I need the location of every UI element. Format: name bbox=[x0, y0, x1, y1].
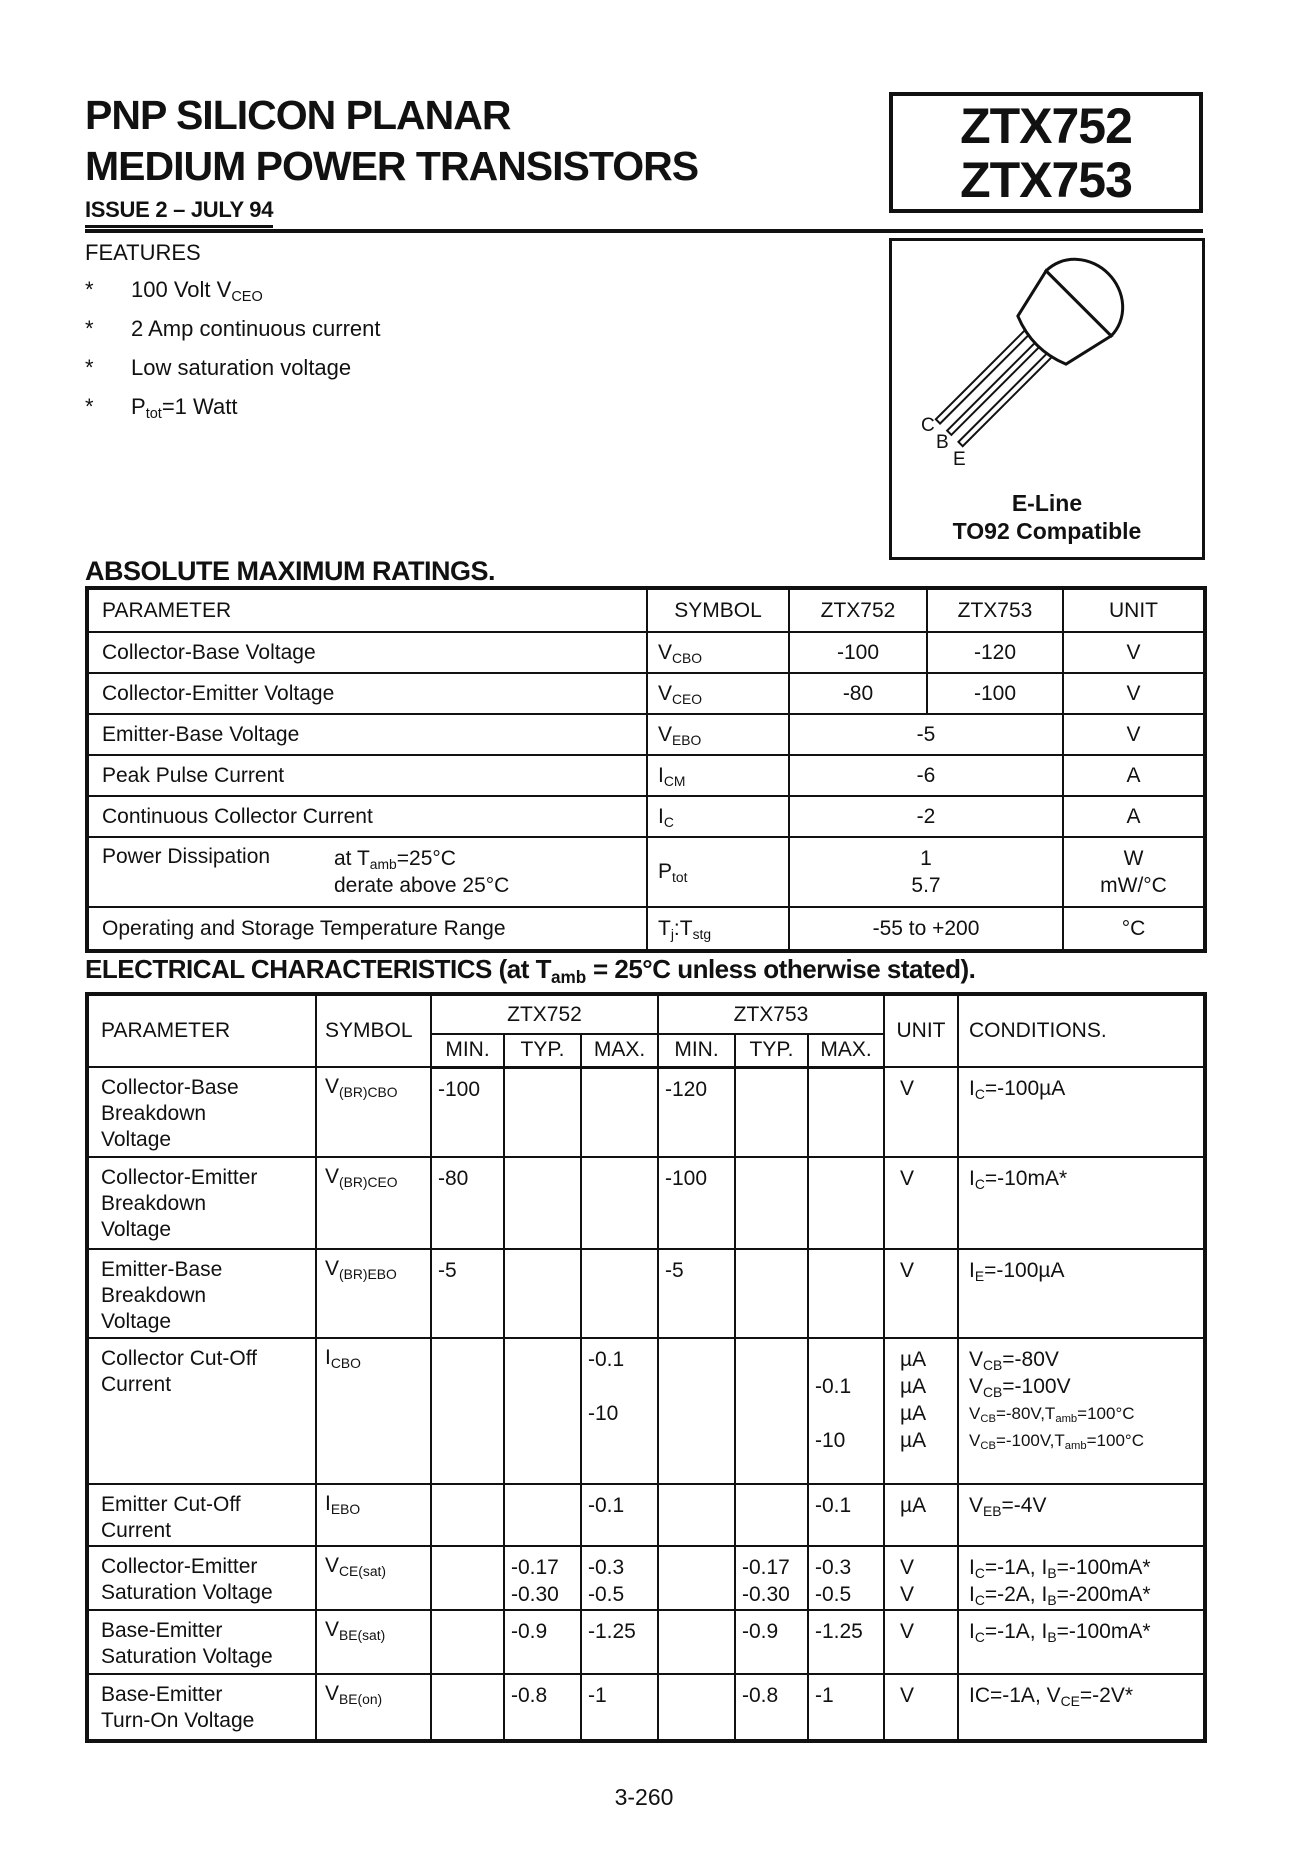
parameter-cell: Continuous Collector Current bbox=[87, 796, 647, 837]
value-cell-max753: -1 bbox=[808, 1674, 884, 1741]
elec-char-heading: ELECTRICAL CHARACTERISTICS (at $T_{amb} = 25^\circ C$ unless otherwise stated). bbox=[85, 954, 976, 987]
symbol-cell: $V_{BE(on)}$ bbox=[316, 1674, 431, 1741]
value-cell-typ753 bbox=[735, 1338, 808, 1484]
value-cell-min752 bbox=[431, 1674, 504, 1741]
unit-cell: V V bbox=[884, 1546, 958, 1610]
parameter-cell: Power Dissipation at $T_{amb}=25^\circ C$ derate above 25°C bbox=[87, 837, 647, 907]
value-cell-typ753 bbox=[735, 1249, 808, 1338]
table-row bbox=[87, 837, 1205, 907]
pin-label-base: B bbox=[936, 432, 949, 453]
table-row bbox=[87, 1338, 1205, 1484]
feature-item bbox=[85, 277, 725, 316]
value-cell-min753 bbox=[658, 1546, 735, 1610]
value-cell-max753: -0.1 bbox=[808, 1484, 884, 1546]
value-cell-max752 bbox=[581, 1067, 658, 1157]
value-cell: -6 bbox=[789, 755, 1063, 796]
package-caption-line2: TO92 Compatible bbox=[952, 518, 1142, 544]
value-cell-typ752 bbox=[504, 1484, 581, 1546]
value-cell-min753: -120 bbox=[658, 1067, 735, 1157]
value-cell-min752 bbox=[431, 1610, 504, 1674]
abs-max-table bbox=[85, 586, 1207, 953]
parameter-cell: Collector-Emitter Voltage bbox=[87, 673, 647, 714]
page-title-line1: PNP SILICON PLANAR bbox=[85, 92, 511, 138]
value-cell: -5 bbox=[789, 714, 1063, 755]
value-cell-ztx753: -100 bbox=[927, 673, 1063, 714]
symbol-cell: $I_C$ bbox=[647, 796, 789, 837]
conditions-cell: $I_C=-1A$, $I_B=-100mA*$ bbox=[958, 1610, 1205, 1674]
symbol-cell: $V_{EBO}$ bbox=[647, 714, 789, 755]
feature-text: Low saturation voltage bbox=[131, 355, 352, 380]
parameter-cell: Emitter-Base Voltage bbox=[87, 714, 647, 755]
table-row bbox=[87, 1157, 1205, 1249]
value-cell-max753 bbox=[808, 1067, 884, 1157]
column-header: UNIT bbox=[884, 994, 958, 1067]
unit-cell: °C bbox=[1063, 907, 1205, 951]
table-row bbox=[87, 1067, 1205, 1157]
value-cell: 1 5.7 bbox=[789, 837, 1063, 907]
symbol-cell: $I_{EBO}$ bbox=[316, 1484, 431, 1546]
value-cell-min753 bbox=[658, 1674, 735, 1741]
value-cell-typ752 bbox=[504, 1067, 581, 1157]
feature-item bbox=[85, 394, 725, 433]
pin-label-emitter: E bbox=[953, 449, 966, 470]
value-cell-max752: -0.3 -0.5 bbox=[581, 1546, 658, 1610]
value-cell-typ752 bbox=[504, 1157, 581, 1249]
parameter-cell: Emitter-Base Breakdown Voltage bbox=[87, 1249, 316, 1338]
unit-cell: V bbox=[884, 1157, 958, 1249]
table-row bbox=[87, 673, 1205, 714]
value-cell: -55 to +200 bbox=[789, 907, 1063, 951]
unit-cell: V bbox=[1063, 673, 1205, 714]
table-row bbox=[87, 755, 1205, 796]
table-row bbox=[87, 632, 1205, 673]
feature-bullet: * bbox=[85, 394, 94, 419]
pin-label-collector: C bbox=[921, 415, 935, 436]
value-cell-ztx752: -80 bbox=[789, 673, 927, 714]
value-cell-max753: -0.3 -0.5 bbox=[808, 1546, 884, 1610]
symbol-cell: $I_{CM}$ bbox=[647, 755, 789, 796]
table-row bbox=[87, 796, 1205, 837]
symbol-cell: $V_{CBO}$ bbox=[647, 632, 789, 673]
parameter-cell: Collector Cut-Off Current bbox=[87, 1338, 316, 1484]
part-number-box bbox=[889, 92, 1203, 213]
feature-item bbox=[85, 316, 725, 355]
value-cell-min752: -100 bbox=[431, 1067, 504, 1157]
package-box bbox=[889, 238, 1205, 560]
symbol-cell: $V_{BE(sat)}$ bbox=[316, 1610, 431, 1674]
value-cell-typ752: -0.17 -0.30 bbox=[504, 1546, 581, 1610]
abs-max-header-row bbox=[87, 588, 1205, 632]
feature-bullet: * bbox=[85, 316, 94, 341]
features-heading: FEATURES bbox=[85, 240, 201, 265]
column-header: PARAMETER bbox=[87, 588, 647, 632]
elec-char-table bbox=[85, 992, 1207, 1743]
table-row bbox=[87, 1674, 1205, 1741]
table-row bbox=[87, 1546, 1205, 1610]
value-cell-min753 bbox=[658, 1610, 735, 1674]
table-row bbox=[87, 1610, 1205, 1674]
table-row bbox=[87, 1484, 1205, 1546]
value-cell-typ752 bbox=[504, 1338, 581, 1484]
symbol-cell: $V_{(BR)CBO}$ bbox=[316, 1067, 431, 1157]
value-cell-max752 bbox=[581, 1157, 658, 1249]
value-cell-typ753 bbox=[735, 1484, 808, 1546]
part-number-2: ZTX753 bbox=[960, 151, 1132, 208]
table-row bbox=[87, 1249, 1205, 1338]
value-cell-typ753: -0.17 -0.30 bbox=[735, 1546, 808, 1610]
symbol-cell: $T_j:T_{stg}$ bbox=[647, 907, 789, 951]
value-cell-typ753 bbox=[735, 1157, 808, 1249]
value-cell-min752 bbox=[431, 1546, 504, 1610]
feature-text: 2 Amp continuous current bbox=[131, 316, 381, 341]
conditions-cell: $V_{EB}=-4V$ bbox=[958, 1484, 1205, 1546]
value-cell-min752: -80 bbox=[431, 1157, 504, 1249]
package-caption-line1: E-Line bbox=[1011, 490, 1083, 516]
symbol-cell: $I_{CBO}$ bbox=[316, 1338, 431, 1484]
part-number-1: ZTX752 bbox=[960, 97, 1132, 154]
value-cell-min752 bbox=[431, 1338, 504, 1484]
value-cell-typ753: -0.8 bbox=[735, 1674, 808, 1741]
symbol-cell: $V_{CE(sat)}$ bbox=[316, 1546, 431, 1610]
feature-text: 100 Volt $V_{CEO}$ bbox=[131, 277, 263, 306]
value-cell-max752: -1.25 bbox=[581, 1610, 658, 1674]
unit-cell: V bbox=[884, 1610, 958, 1674]
parameter-cell: Collector-Emitter Saturation Voltage bbox=[87, 1546, 316, 1610]
value-cell-max752 bbox=[581, 1249, 658, 1338]
elec-header-row-groups bbox=[87, 994, 1205, 1034]
conditions-cell: $I_C=-100\mu A$ bbox=[958, 1067, 1205, 1157]
conditions-cell: $I_C=-10mA*$ bbox=[958, 1157, 1205, 1249]
value-cell-max752: -0.1 -10 bbox=[581, 1338, 658, 1484]
conditions-cell: IC=-1A, $V_{CE}=-2V*$ bbox=[958, 1674, 1205, 1741]
feature-text: $P_{tot}=1$ Watt bbox=[131, 394, 238, 423]
value-cell-max753 bbox=[808, 1249, 884, 1338]
parameter-cell: Base-Emitter Saturation Voltage bbox=[87, 1610, 316, 1674]
unit-cell: V bbox=[884, 1067, 958, 1157]
value-cell-min753: -5 bbox=[658, 1249, 735, 1338]
value-cell-max752: -1 bbox=[581, 1674, 658, 1741]
footer-page-number: 3-260 bbox=[614, 1784, 674, 1810]
value-cell-max753: -1.25 bbox=[808, 1610, 884, 1674]
page-title-line2: MEDIUM POWER TRANSISTORS bbox=[85, 143, 699, 189]
value-cell-max753: -0.1 -10 bbox=[808, 1338, 884, 1484]
symbol-cell: $V_{(BR)EBO}$ bbox=[316, 1249, 431, 1338]
column-header: TYP. bbox=[504, 1034, 581, 1067]
feature-item bbox=[85, 355, 725, 394]
column-header: MAX. bbox=[581, 1034, 658, 1067]
column-header: MIN. bbox=[658, 1034, 735, 1067]
column-header: CONDITIONS. bbox=[958, 994, 1205, 1067]
value-cell-max752: -0.1 bbox=[581, 1484, 658, 1546]
column-header: MAX. bbox=[808, 1034, 884, 1067]
value-cell-min753 bbox=[658, 1484, 735, 1546]
unit-cell: V bbox=[884, 1674, 958, 1741]
value-cell-min753 bbox=[658, 1338, 735, 1484]
unit-cell: A bbox=[1063, 796, 1205, 837]
header-rule bbox=[85, 229, 1203, 233]
column-header: SYMBOL bbox=[316, 994, 431, 1067]
value-cell-ztx752: -100 bbox=[789, 632, 927, 673]
unit-cell: µA µA µA µA bbox=[884, 1338, 958, 1484]
conditions-cell: $I_E=-100\mu A$ bbox=[958, 1249, 1205, 1338]
conditions-cell: $I_C=-1A$, $I_B=-100mA*$ $I_C=-2A$, $I_B=-200mA*$ bbox=[958, 1546, 1205, 1610]
column-header: TYP. bbox=[735, 1034, 808, 1067]
value-cell-typ752: -0.9 bbox=[504, 1610, 581, 1674]
issue-line: ISSUE 2 – JULY 94 bbox=[85, 197, 273, 228]
parameter-cell: Collector-Base Breakdown Voltage bbox=[87, 1067, 316, 1157]
unit-cell: µA bbox=[884, 1484, 958, 1546]
feature-bullet: * bbox=[85, 355, 94, 380]
symbol-cell: $V_{CEO}$ bbox=[647, 673, 789, 714]
value-cell-typ752: -0.8 bbox=[504, 1674, 581, 1741]
value-cell-typ752 bbox=[504, 1249, 581, 1338]
column-header: SYMBOL bbox=[647, 588, 789, 632]
parameter-cell: Operating and Storage Temperature Range bbox=[87, 907, 647, 951]
unit-cell: V bbox=[1063, 714, 1205, 755]
unit-cell: V bbox=[884, 1249, 958, 1338]
feature-bullet: * bbox=[85, 277, 94, 302]
column-header: PARAMETER bbox=[87, 994, 316, 1067]
value-cell-min752: -5 bbox=[431, 1249, 504, 1338]
abs-max-heading: ABSOLUTE MAXIMUM RATINGS. bbox=[85, 556, 495, 586]
symbol-cell: $P_{tot}$ bbox=[647, 837, 789, 907]
parameter-cell: Emitter Cut-Off Current bbox=[87, 1484, 316, 1546]
table-row bbox=[87, 907, 1205, 951]
parameter-cell: Peak Pulse Current bbox=[87, 755, 647, 796]
unit-cell: V bbox=[1063, 632, 1205, 673]
value-cell-typ753: -0.9 bbox=[735, 1610, 808, 1674]
value-cell-min753: -100 bbox=[658, 1157, 735, 1249]
table-row bbox=[87, 714, 1205, 755]
features-list bbox=[85, 277, 725, 433]
column-header: ZTX753 bbox=[927, 588, 1063, 632]
column-header: ZTX752 bbox=[789, 588, 927, 632]
unit-cell: W mW/°C bbox=[1063, 837, 1205, 907]
transistor-diagram bbox=[893, 245, 1201, 475]
symbol-cell: $V_{(BR)CEO}$ bbox=[316, 1157, 431, 1249]
parameter-cell: Base-Emitter Turn-On Voltage bbox=[87, 1674, 316, 1741]
value-cell-typ753 bbox=[735, 1067, 808, 1157]
column-header: UNIT bbox=[1063, 588, 1205, 632]
value-cell-min752 bbox=[431, 1484, 504, 1546]
column-header-ztx752: ZTX752 bbox=[431, 994, 658, 1034]
value-cell-ztx753: -120 bbox=[927, 632, 1063, 673]
conditions-cell: $V_{CB}=-80V$ $V_{CB}=-100V$ $V_{CB}=-80V,T_{amb}=100^\circ C$ $V_{CB}=-100V,T_{amb}=100^\circ C$ bbox=[958, 1338, 1205, 1484]
column-header: MIN. bbox=[431, 1034, 504, 1067]
parameter-cell: Collector-Emitter Breakdown Voltage bbox=[87, 1157, 316, 1249]
parameter-cell: Collector-Base Voltage bbox=[87, 632, 647, 673]
column-header-ztx753: ZTX753 bbox=[658, 994, 884, 1034]
value-cell-max753 bbox=[808, 1157, 884, 1249]
unit-cell: A bbox=[1063, 755, 1205, 796]
value-cell: -2 bbox=[789, 796, 1063, 837]
